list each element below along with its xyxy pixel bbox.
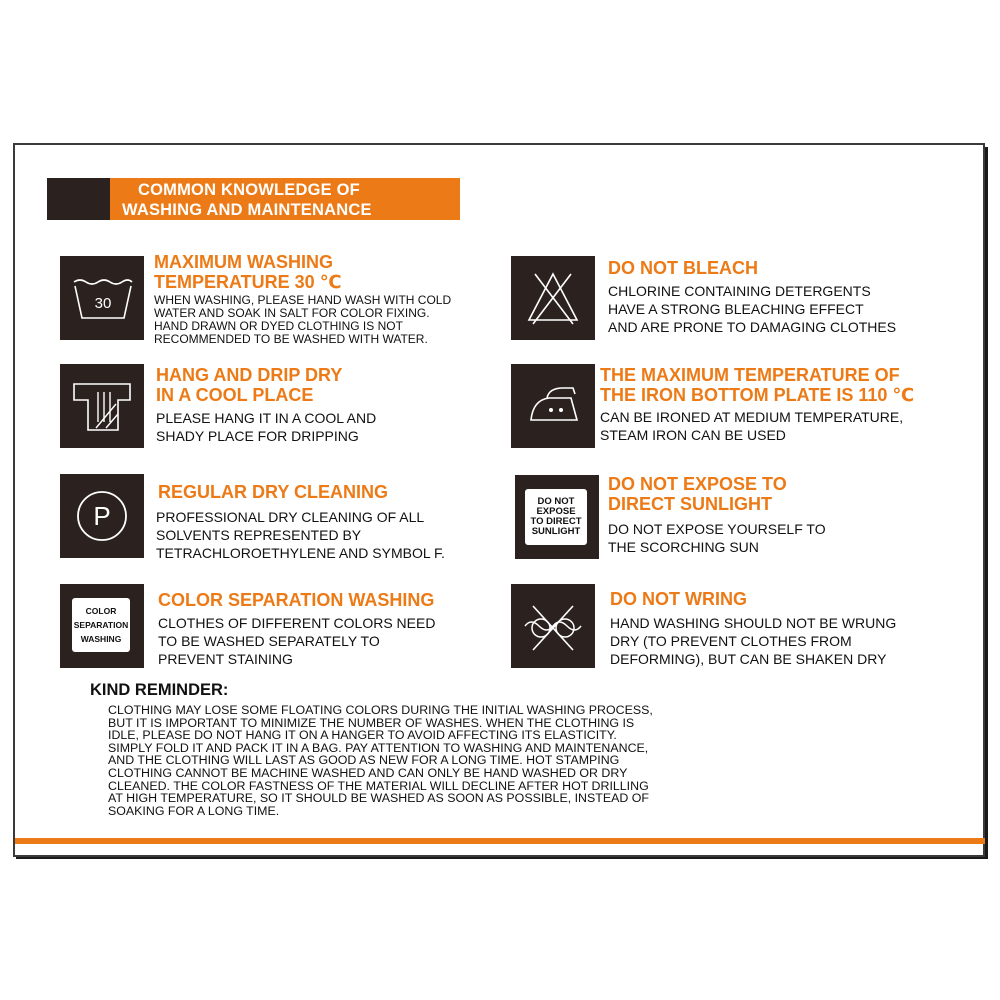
desc-line: SHADY PLACE FOR DRIPPING [156,428,359,444]
header-dark-block [47,178,110,220]
desc-line: CLOTHES OF DIFFERENT COLORS NEED [158,615,436,631]
drip-dry-shade-icon [60,364,144,448]
item-title-line: HANG AND DRIP DRY [156,365,343,385]
item-title-line: DO NOT EXPOSE TO [608,474,787,494]
badge-line: SUNLIGHT [531,526,581,537]
desc-line: HAND DRAWN OR DYED CLOTHING IS NOT [154,319,403,333]
item-title [158,482,388,502]
item-description [600,408,903,444]
dry-clean-letter: P [93,501,111,531]
page-title-line1: COMMON KNOWLEDGE OF [138,181,360,199]
badge-line: DO NOT [537,496,575,507]
bottom-accent-line [15,838,985,844]
desc-line: WHEN WASHING, PLEASE HAND WASH WITH COLD [154,293,452,307]
do-not-wring-icon [511,584,595,668]
desc-line: CHLORINE CONTAINING DETERGENTS [608,283,871,299]
item-title-line: MAXIMUM WASHING [154,252,333,272]
desc-line: PREVENT STAINING [158,651,293,667]
wash-temp-label: 30 [94,295,112,312]
item-description [608,520,826,556]
reminder-text: CLOTHING MAY LOSE SOME FLOATING COLORS DURING THE INITIAL WASHING PROCESS, BUT IT IS IMPORTANT TO MINIMIZE THE NUMBER OF WASHES. WHEN THE CLOTHING IS IDLE, PLEASE DO NOT HANG IT ON A HANGER TO AVOID AFFECTING ITS ELASTICITY. SIMPLY FOLD IT AND PACK IT IN A BAG. PAY ATTENTION TO WASHING AND MAINTENANCE, AND THE CLOTHING WILL LAST AS GOOD AS NEW FOR A LONG TIME. HOT STAMPING CLOTHING CANNOT BE MACHINE WASHED AND CAN ONLY BE HAND WASHED OR DRY CLEANED. THE COLOR FASTNESS OF THE MATERIAL WILL DECLINE AFTER HOT DRILLING AT HIGH TEMPERATURE, SO IT SHOULD BE WASHED AS SOON AS POSSIBLE, INSTEAD OF SOAKING FOR A LONG TIME. [108,703,653,818]
item-title [154,252,342,292]
item-title-line: COLOR SEPARATION WASHING [158,590,435,610]
badge-line: SEPARATION [73,620,129,630]
item-title-line: REGULAR DRY CLEANING [158,482,389,502]
item-title-line: IN A COOL PLACE [156,385,314,405]
desc-line: DRY (TO PREVENT CLOTHES FROM [610,633,852,649]
desc-line: TETRACHLOROETHYLENE AND SYMBOL F. [156,545,445,561]
desc-line: HAVE A STRONG BLEACHING EFFECT [608,301,864,317]
item-description [608,282,896,336]
item-description [610,614,896,668]
badge-line: WASHING [80,634,122,644]
desc-line: WATER AND SOAK IN SALT FOR COLOR FIXING. [154,306,430,320]
item-description [154,294,451,346]
desc-line: STEAM IRON CAN BE USED [600,427,786,443]
item-title-line: DO NOT BLEACH [608,258,758,278]
item-title-line: THE MAXIMUM TEMPERATURE OF [600,365,900,385]
desc-line: PLEASE HANG IT IN A COOL AND [156,410,377,426]
desc-line: TO BE WASHED SEPARATELY TO [158,633,380,649]
desc-line: DEFORMING), BUT CAN BE SHAKEN DRY [610,651,887,667]
item-title-line: TEMPERATURE 30 ℃ [154,272,342,292]
badge-line: TO DIRECT [530,516,582,527]
badge-line: EXPOSE [536,506,576,517]
desc-line: RECOMMENDED TO BE WASHED WITH WATER. [154,332,428,346]
item-title [158,590,434,610]
item-title-line: THE IRON BOTTOM PLATE IS 110 ℃ [600,385,915,405]
dry-clean-p-icon [60,474,144,558]
item-description [156,508,445,562]
item-title [156,365,342,405]
separation-badge [70,596,132,654]
item-title-line: DO NOT WRING [610,589,747,609]
do-not-bleach-icon [511,256,595,340]
badge-line: COLOR [85,606,117,616]
item-description [156,409,376,445]
no-sunlight-icon [515,475,599,559]
desc-line: THE SCORCHING SUN [608,539,759,555]
desc-line: AND ARE PRONE TO DAMAGING CLOTHES [608,319,897,335]
desc-line: SOLVENTS REPRESENTED BY [156,527,362,543]
sunlight-badge [523,487,589,547]
item-title [600,365,914,405]
iron-medium-icon [511,364,595,448]
desc-line: DO NOT EXPOSE YOURSELF TO [608,521,826,537]
item-title [610,589,747,609]
item-title-line: DIRECT SUNLIGHT [608,494,772,514]
item-title [608,258,758,278]
page-title [118,180,458,220]
hand-wash-30-icon [60,256,144,340]
item-description [158,614,435,668]
item-title [608,474,787,514]
desc-line: CAN BE IRONED AT MEDIUM TEMPERATURE, [600,409,904,425]
page-title-line2: WASHING AND MAINTENANCE [122,201,372,219]
desc-line: HAND WASHING SHOULD NOT BE WRUNG [610,615,897,631]
desc-line: PROFESSIONAL DRY CLEANING OF ALL [156,509,425,525]
reminder-title: KIND REMINDER: [90,681,229,699]
color-separation-icon [60,584,144,668]
